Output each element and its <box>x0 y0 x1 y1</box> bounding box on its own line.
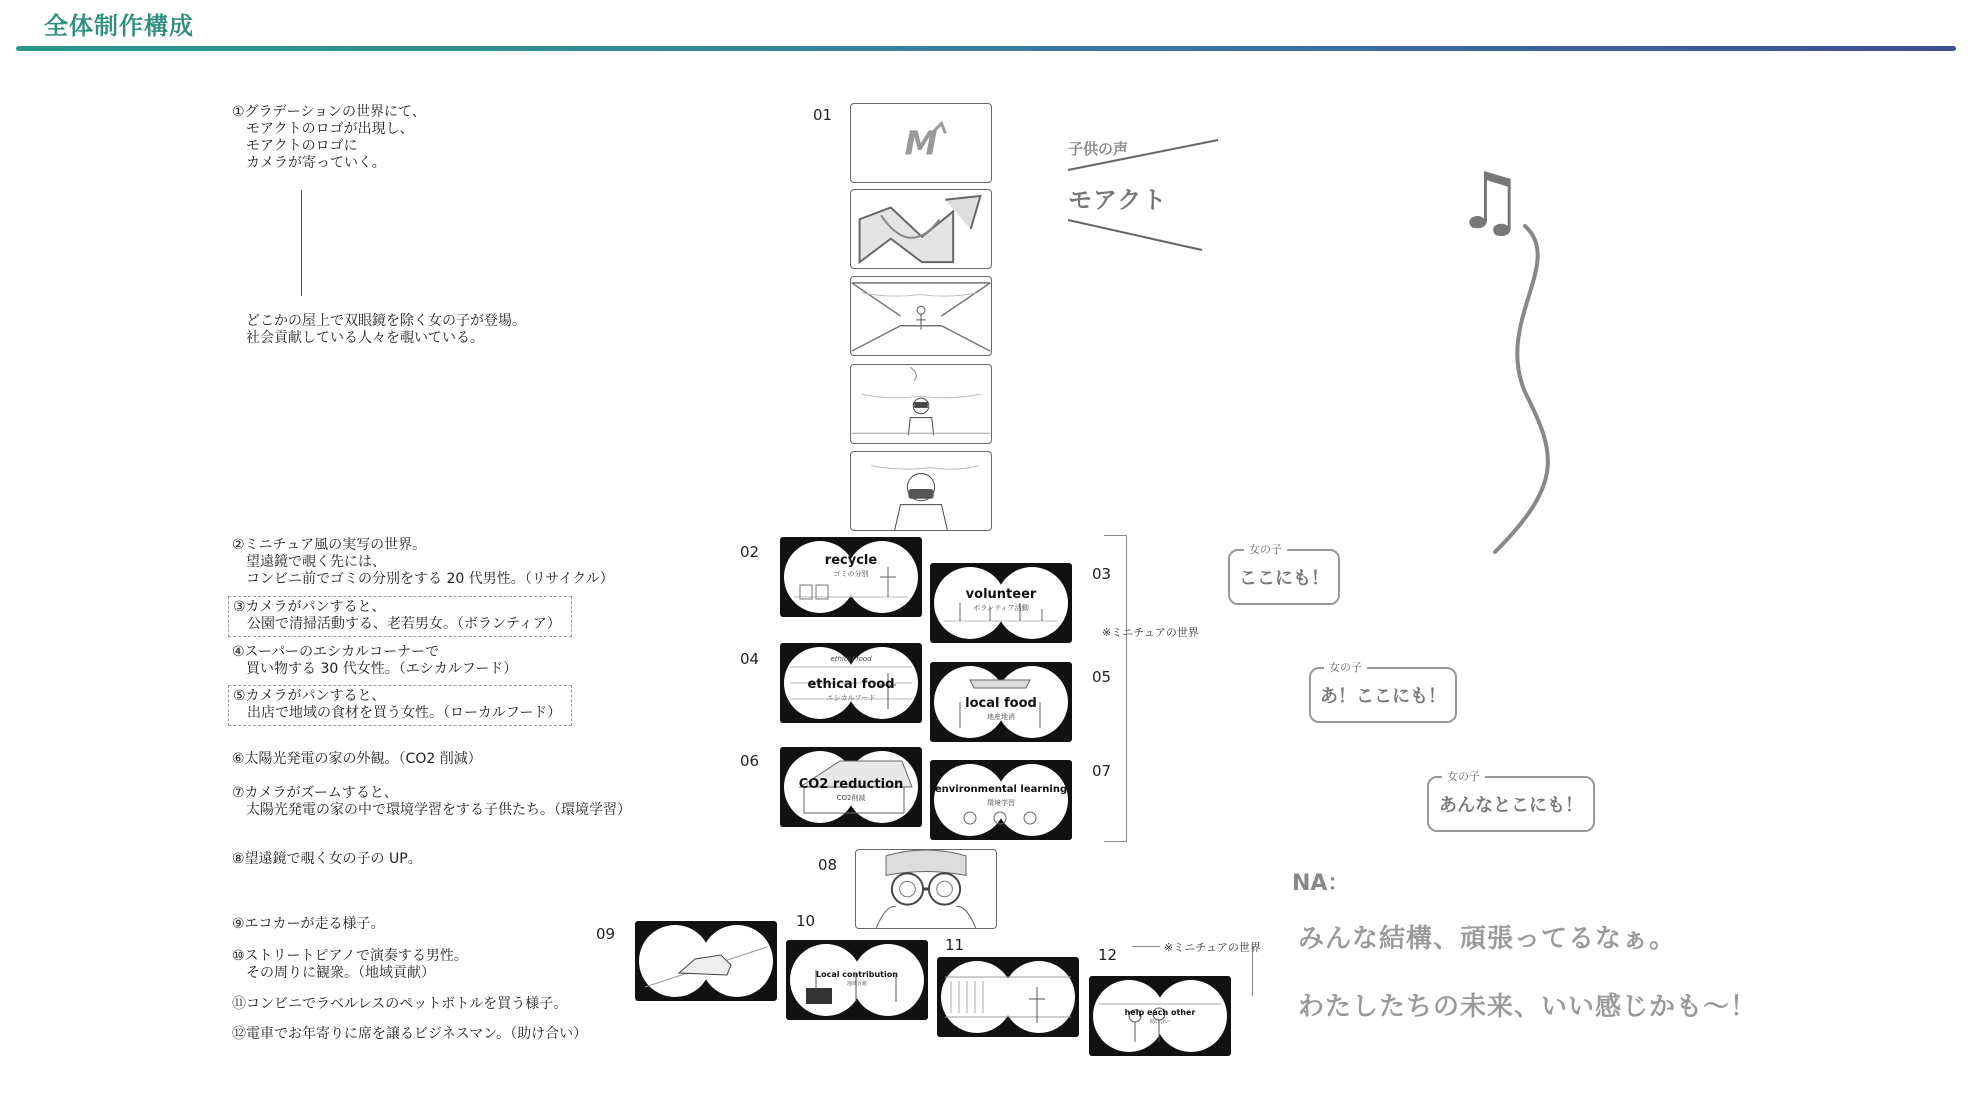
scene-sub-co2-reduction: CO2削減 <box>836 794 866 802</box>
scene-label-co2-reduction: CO2 reduction <box>798 777 904 792</box>
svg-text:M: M <box>904 123 938 163</box>
note-scene-8: ⑧望遠鏡で覗く女の子の UP。 <box>232 851 422 867</box>
speech-bubble-2: あ！ここにも！ <box>1309 667 1457 723</box>
scene-sub-environmental-learning: 環境学習 <box>987 799 1015 807</box>
note-connector-line <box>301 190 302 296</box>
music-note-icon <box>1455 152 1585 562</box>
scene-sub-local-food: 地産地消 <box>987 713 1015 721</box>
narration-label: NA： <box>1292 871 1350 896</box>
scene-number-01: 01 <box>813 106 833 124</box>
note-scene-2: ②ミニチュア風の実写の世界。 望遠鏡で覗く先には、 コンビニ前でゴミの分別をする 20 代男性。（リサイクル） <box>232 537 614 587</box>
scene-number-07: 07 <box>1092 762 1112 780</box>
scene-number-11: 11 <box>945 936 965 954</box>
scene-environmental-learning <box>930 760 1072 840</box>
note-scene-5: ⑤カメラがパンすると、 出店で地域の食材を買う女性。（ローカルフード） <box>228 685 572 726</box>
scene-eco-car <box>635 921 777 1001</box>
storyboard-panel-girl-mid <box>850 364 992 444</box>
svg-text:♫: ♫ <box>1455 157 1525 247</box>
scene-street-piano <box>786 940 928 1020</box>
miniature-note: ※ミニチュアの世界 <box>1102 626 1199 639</box>
scene-number-12: 12 <box>1098 946 1118 964</box>
scene-number-09: 09 <box>596 925 616 943</box>
scene-number-02: 02 <box>740 543 760 561</box>
scene-label-local-food: local food <box>965 696 1037 711</box>
page-title: 全体制作構成 <box>44 12 194 40</box>
scene-sub-volunteer: ボランティア活動 <box>973 604 1029 612</box>
narration-line-2: わたしたちの未来、いい感じかも〜！ <box>1298 992 1758 1022</box>
scene-number-10: 10 <box>796 912 816 930</box>
scene-sub-help-each-other: 助け合い <box>1149 1019 1170 1025</box>
note-scene-4: ④スーパーのエシカルコーナーで 買い物する 30 代女性。（エシカルフード） <box>232 644 518 677</box>
moact-logo-icon <box>851 104 991 182</box>
speech-bubble-1-tag: 女の子 <box>1244 541 1287 557</box>
note-rooftop-girl: どこかの屋上で双眼鏡を除く女の子が登場。 社会貢献している人々を覗いている。 <box>246 313 526 346</box>
scene-sub-ethical-food: エシカルフード <box>826 694 876 702</box>
scene-ethical-food <box>780 643 922 723</box>
storyboard-panel-binoculars-up <box>855 849 997 929</box>
scene-number-06: 06 <box>740 752 760 770</box>
miniature-note-2: ※ミニチュアの世界 <box>1164 941 1261 954</box>
note-scene-3: ③カメラがパンすると、 公園で清掃活動する、老若男女。（ボランティア） <box>228 596 572 637</box>
scene-number-08: 08 <box>818 856 838 874</box>
scene-help-each-other <box>1089 976 1231 1056</box>
scene-label-volunteer: volunteer <box>965 587 1037 602</box>
note-scene-6: ⑥太陽光発電の家の外観。（CO2 削減） <box>232 751 482 767</box>
note-scene-9: ⑨エコカーが走る様子。 <box>232 916 385 932</box>
scene-label-recycle: recycle <box>824 553 878 568</box>
scene-label-help-each-other: help each other <box>1124 1008 1196 1017</box>
scene-label-local-contribution: Local contribution <box>816 970 898 979</box>
storyboard-panel-logo-zoom <box>850 189 992 269</box>
storyboard-panel-rooftop-wide <box>850 276 992 356</box>
scene-label-less-bottle <box>937 957 1079 1037</box>
note-scene-10: ⑩ストリートピアノで演奏する男性。 その周りに観衆。（地域貢献） <box>232 948 468 981</box>
scene-local-food <box>930 662 1072 742</box>
scene-volunteer <box>930 563 1072 643</box>
voice-line: モアクト <box>1068 186 1168 214</box>
scene-number-04: 04 <box>740 650 760 668</box>
note-scene-11: ⑪コンビニでラベルレスのペットボトルを買う様子。 <box>232 996 568 1012</box>
miniature-note-line <box>1132 946 1160 947</box>
speech-bubble-1: ここにも！ <box>1228 549 1340 605</box>
scene-sign-ethical-food: ethical food <box>830 655 872 663</box>
scene-co2-reduction <box>780 747 922 827</box>
scene-sub-recycle: ゴミの分別 <box>833 570 869 578</box>
scene-label-ethical-food: ethical food <box>807 677 895 692</box>
scene-sub-local-contribution: 地域貢献 <box>846 981 867 987</box>
storyboard-panel-girl-close <box>850 451 992 531</box>
miniature-bracket <box>1104 535 1127 842</box>
scene-recycle <box>780 537 922 617</box>
title-underline <box>16 46 1956 51</box>
speech-bubble-3-tag: 女の子 <box>1442 768 1485 784</box>
narration-line-1: みんな結構、頑張ってるなぁ。 <box>1298 924 1677 954</box>
note-scene-7: ⑦カメラがズームすると、 太陽光発電の家の中で環境学習をする子供たち。（環境学習） <box>232 785 631 818</box>
storyboard-panel-logo <box>850 103 992 183</box>
scene-label-environmental-learning: environmental learning <box>934 784 1068 795</box>
speech-bubble-3: あんなとこにも！ <box>1427 776 1595 832</box>
scene-number-05: 05 <box>1092 668 1112 686</box>
speech-bubble-2-tag: 女の子 <box>1324 659 1367 675</box>
note-scene-1: ①グラデーションの世界にて、 モアクトのロゴが出現し、 モアクトのロゴに カメラが寄っていく。 <box>232 104 426 171</box>
scene-number-03: 03 <box>1092 565 1112 583</box>
note-scene-12: ⑫電車でお年寄りに席を譲るビジネスマン。（助け合い） <box>232 1026 588 1042</box>
voice-label: 子供の声 <box>1068 140 1129 158</box>
